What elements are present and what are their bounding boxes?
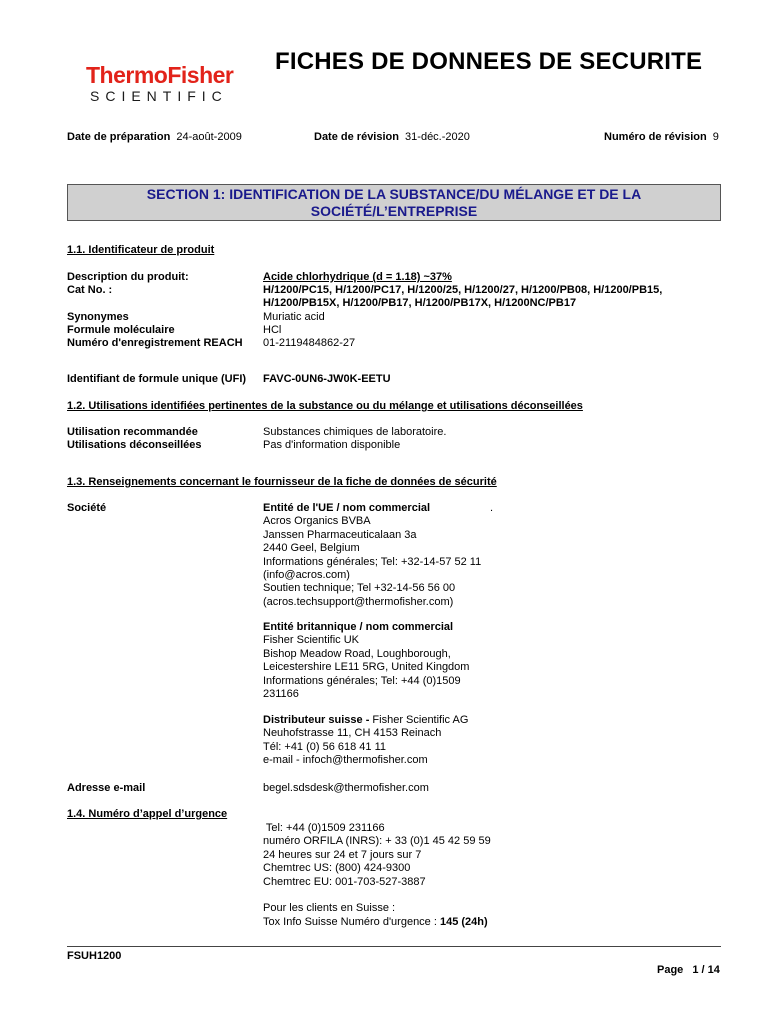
recommended-use-label: Utilisation recommandée <box>67 426 198 438</box>
reach-number-value: 01-2119484862-27 <box>263 337 356 349</box>
swiss-distributor-title: Distributeur suisse - <box>263 714 373 726</box>
emergency-line: Chemtrec US: (800) 424-9300 <box>263 862 411 875</box>
revision-date <box>314 131 470 143</box>
preparation-date-value: 24-août-2009 <box>176 131 242 143</box>
eu-entity-dot: . <box>490 502 494 514</box>
subsection-1-4-title: 1.4. Numéro d’appel d’urgence <box>67 808 228 820</box>
emergency-line: Tel: +44 (0)1509 231166 <box>263 822 385 834</box>
swiss-clients-intro: Pour les clients en Suisse : <box>263 902 396 915</box>
uk-entity-line: Leicestershire LE11 5RG, United Kingdom <box>263 661 470 674</box>
uk-entity-line: Bishop Meadow Road, Loughborough, <box>263 647 451 660</box>
footer-page-number <box>657 964 720 976</box>
uk-entity-title: Entité britannique / nom commercial <box>263 621 454 633</box>
product-description-value: Acide chlorhydrique (d = 1.18) ~37% <box>263 271 452 283</box>
company-label: Société <box>67 502 107 514</box>
eu-entity-block <box>263 502 493 609</box>
thermofisher-logo: ThermoFisher <box>86 62 234 88</box>
revision-number <box>604 131 719 143</box>
subsection-1-2-title: 1.2. Utilisations identifiées pertinentes de la substance ou du mélange et utilisations déconseillées <box>67 400 583 412</box>
section1-heading-line2: SOCIÉTÉ/L’ENTREPRISE <box>310 203 478 219</box>
swiss-distributor-name: Fisher Scientific AG <box>372 714 469 726</box>
discouraged-use-value: Pas d'information disponible <box>263 439 401 451</box>
emergency-line: numéro ORFILA (INRS): + 33 (0)1 45 42 59 59 <box>263 835 491 848</box>
product-description-label: Description du produit: <box>67 271 189 283</box>
preparation-date-label: Date de préparation <box>67 131 171 143</box>
cat-no-line1: H/1200/PC15, H/1200/PC17, H/1200/25, H/1200/27, H/1200/PB08, H/1200/PB15, <box>263 284 663 296</box>
revision-number-value: 9 <box>712 131 719 143</box>
subsection-1-1-title: 1.1. Identificateur de produit <box>67 244 215 256</box>
scientific-logo-text: SCIENTIFIC <box>90 88 228 104</box>
discouraged-use-label: Utilisations déconseillées <box>67 439 202 451</box>
email-value[interactable]: begel.sdsdesk@thermofisher.com <box>263 782 429 794</box>
uk-entity-line: Fisher Scientific UK <box>263 634 359 647</box>
document-title: FICHES DE DONNEES DE SECURITE <box>275 48 703 75</box>
uk-entity-block <box>263 621 469 701</box>
subsection-1-3-title: 1.3. Renseignements concernant le fournisseur de la fiche de données de sécurité <box>67 476 497 488</box>
molecular-formula-label: Formule moléculaire <box>67 324 175 336</box>
eu-entity-line: 2440 Geel, Belgium <box>263 542 360 555</box>
uk-entity-line: 231166 <box>263 688 299 701</box>
eu-entity-line: Informations générales; Tel: +32-14-57 52 11 <box>263 555 482 568</box>
footer-divider <box>67 946 721 947</box>
emergency-block <box>263 822 491 929</box>
ufi-label: Identifiant de formule unique (UFI) <box>67 373 247 385</box>
eu-entity-line: (info@acros.com) <box>263 569 350 582</box>
swiss-distributor-block <box>263 714 468 768</box>
swiss-distributor-line: Tél: +41 (0) 56 618 41 11 <box>263 740 387 753</box>
molecular-formula-value: HCl <box>263 324 282 336</box>
recommended-use-value: Substances chimiques de laboratoire. <box>263 426 447 438</box>
eu-entity-line: Soutien technique; Tel +32-14-56 56 00 <box>263 582 456 595</box>
footer-document-code: FSUH1200 <box>67 950 122 962</box>
revision-date-value: 31-déc.-2020 <box>405 131 470 143</box>
swiss-distributor-line: Neuhofstrasse 11, CH 4153 Reinach <box>263 727 442 740</box>
revision-date-label: Date de révision <box>314 131 399 143</box>
reach-number-label: Numéro d'enregistrement REACH <box>67 337 243 349</box>
eu-entity-line: (acros.techsupport@thermofisher.com) <box>263 595 454 608</box>
emergency-line: Chemtrec EU: 001-703-527-3887 <box>263 875 426 888</box>
swiss-emergency-line: Tox Info Suisse Numéro d'urgence : <box>263 915 440 928</box>
section1-heading-line1: SECTION 1: IDENTIFICATION DE LA SUBSTANCE/DU MÉLANGE ET DE LA <box>146 186 642 202</box>
ufi-value: FAVC-0UN6-JW0K-EETU <box>263 373 391 385</box>
page-value: 1 / 14 <box>692 964 720 976</box>
uk-entity-line: Informations générales; Tel: +44 (0)1509 <box>263 674 461 687</box>
cat-no-line2: H/1200/PB15X, H/1200/PB17, H/1200/PB17X, H/1200NC/PB17 <box>263 297 577 309</box>
synonyms-label: Synonymes <box>67 311 129 323</box>
page-label: Page <box>657 964 684 976</box>
eu-entity-line: Janssen Pharmaceuticalaan 3a <box>263 528 417 541</box>
swiss-emergency-number: 145 (24h) <box>439 915 488 928</box>
synonyms-value: Muriatic acid <box>263 311 325 323</box>
preparation-date <box>67 131 242 143</box>
cat-no-label: Cat No. : <box>67 284 113 296</box>
eu-entity-line: Acros Organics BVBA <box>263 515 371 528</box>
section1-heading <box>67 184 721 221</box>
swiss-distributor-line: e-mail - infoch@thermofisher.com <box>263 754 428 767</box>
revision-number-label: Numéro de révision <box>604 131 707 143</box>
emergency-line: 24 heures sur 24 et 7 jours sur 7 <box>263 848 422 861</box>
eu-entity-title: Entité de l'UE / nom commercial <box>263 502 431 514</box>
email-label: Adresse e-mail <box>67 782 146 794</box>
